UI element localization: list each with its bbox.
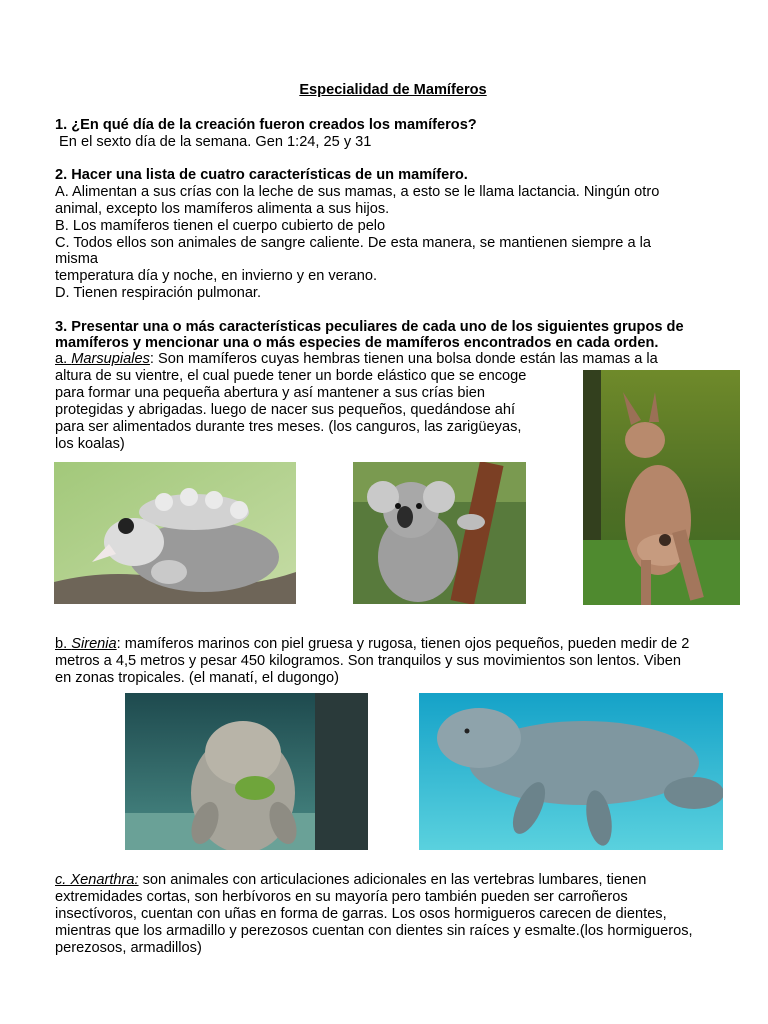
kangaroo-photo [583, 370, 740, 605]
xenarthra-line: perezosos, armadillos) [55, 940, 202, 956]
marsupiales-line: para ser alimentados durante tres meses. (los canguros, las zarigüeyas, [55, 419, 522, 435]
marsupiales-name: Marsupiales [71, 351, 150, 367]
sirenia-name: Sirenia [71, 636, 117, 652]
answer-2-line: B. Los mamíferos tienen el cuerpo cubierto de pelo [55, 218, 386, 234]
manatee-photo [419, 693, 723, 850]
answer-2-line: animal, excepto los mamíferos alimenta a sus hijos. [55, 201, 390, 217]
marsupiales-prefix: a. [55, 351, 72, 367]
answer-2-line: temperatura día y noche, en invierno y en verano. [55, 268, 378, 284]
question-2: 2. Hacer una lista de cuatro características de un mamífero. [55, 167, 468, 183]
xenarthra-text: son animales con articulaciones adicionales en las vertebras lumbares, tienen [138, 872, 647, 888]
answer-2-line: A. Alimentan a sus crías con la leche de sus mamas, a esto se le llama lactancia. Ningún otro [55, 184, 660, 200]
answer-2-line: D. Tienen respiración pulmonar. [55, 285, 262, 301]
document-title: Especialidad de Mamíferos [299, 82, 487, 98]
marsupiales-first-line [55, 351, 658, 368]
dugong-photo [125, 693, 368, 850]
marsupiales-line: los koalas) [55, 436, 125, 452]
marsupiales-text: : Son mamíferos cuyas hembras tienen una bolsa donde están las mamas a la [149, 351, 658, 367]
sirenia-first-line [55, 636, 689, 653]
opossum-photo [54, 462, 296, 604]
answer-2-line: misma [55, 251, 98, 267]
marsupiales-line: para formar una pequeña abertura y así mantener a sus crías bien [55, 385, 485, 401]
xenarthra-label: c. Xenarthra: [55, 872, 139, 888]
sirenia-line: metros a 4,5 metros y pesar 450 kilogramos. Son tranquilos y sus movimientos son lentos. Viben [55, 653, 681, 669]
answer-1: En el sexto día de la semana. Gen 1:24, 25 y 31 [55, 134, 372, 150]
sirenia-line: en zonas tropicales. (el manatí, el dugongo) [55, 670, 339, 686]
marsupiales-line: altura de su vientre, el cual puede tener un borde elástico que se encoge [55, 368, 527, 384]
koala-photo [353, 462, 526, 604]
xenarthra-line: insectívoros, cuentan con uñas en forma de garras. Los osos hormigueros carecen de dientes, [55, 906, 667, 922]
xenarthra-first-line [55, 872, 646, 889]
question-3-line: mamíferos y mencionar una o más especies de mamíferos encontrados en cada orden. [55, 335, 659, 351]
question-1: 1. ¿En qué día de la creación fueron creados los mamíferos? [55, 117, 477, 133]
xenarthra-line: extremidades cortas, son herbívoros en su mayoría pero también pueden ser carroñeros [55, 889, 628, 905]
sirenia-text: : mamíferos marinos con piel gruesa y rugosa, tienen ojos pequeños, pueden medir de 2 [116, 636, 690, 652]
answer-2-line: C. Todos ellos son animales de sangre caliente. De esta manera, se mantienen siempre a la [55, 235, 651, 251]
sirenia-prefix: b. [55, 636, 72, 652]
xenarthra-line: mientras que los armadillo y perezosos cuentan con dientes sin raíces y esmalte.(los hormigueros, [55, 923, 693, 939]
question-3-line: 3. Presentar una o más características peculiares de cada uno de los siguientes grupos de [55, 319, 684, 335]
marsupiales-line: protegidas y abrigadas. luego de nacer sus pequeños, quedándose ahí [55, 402, 516, 418]
